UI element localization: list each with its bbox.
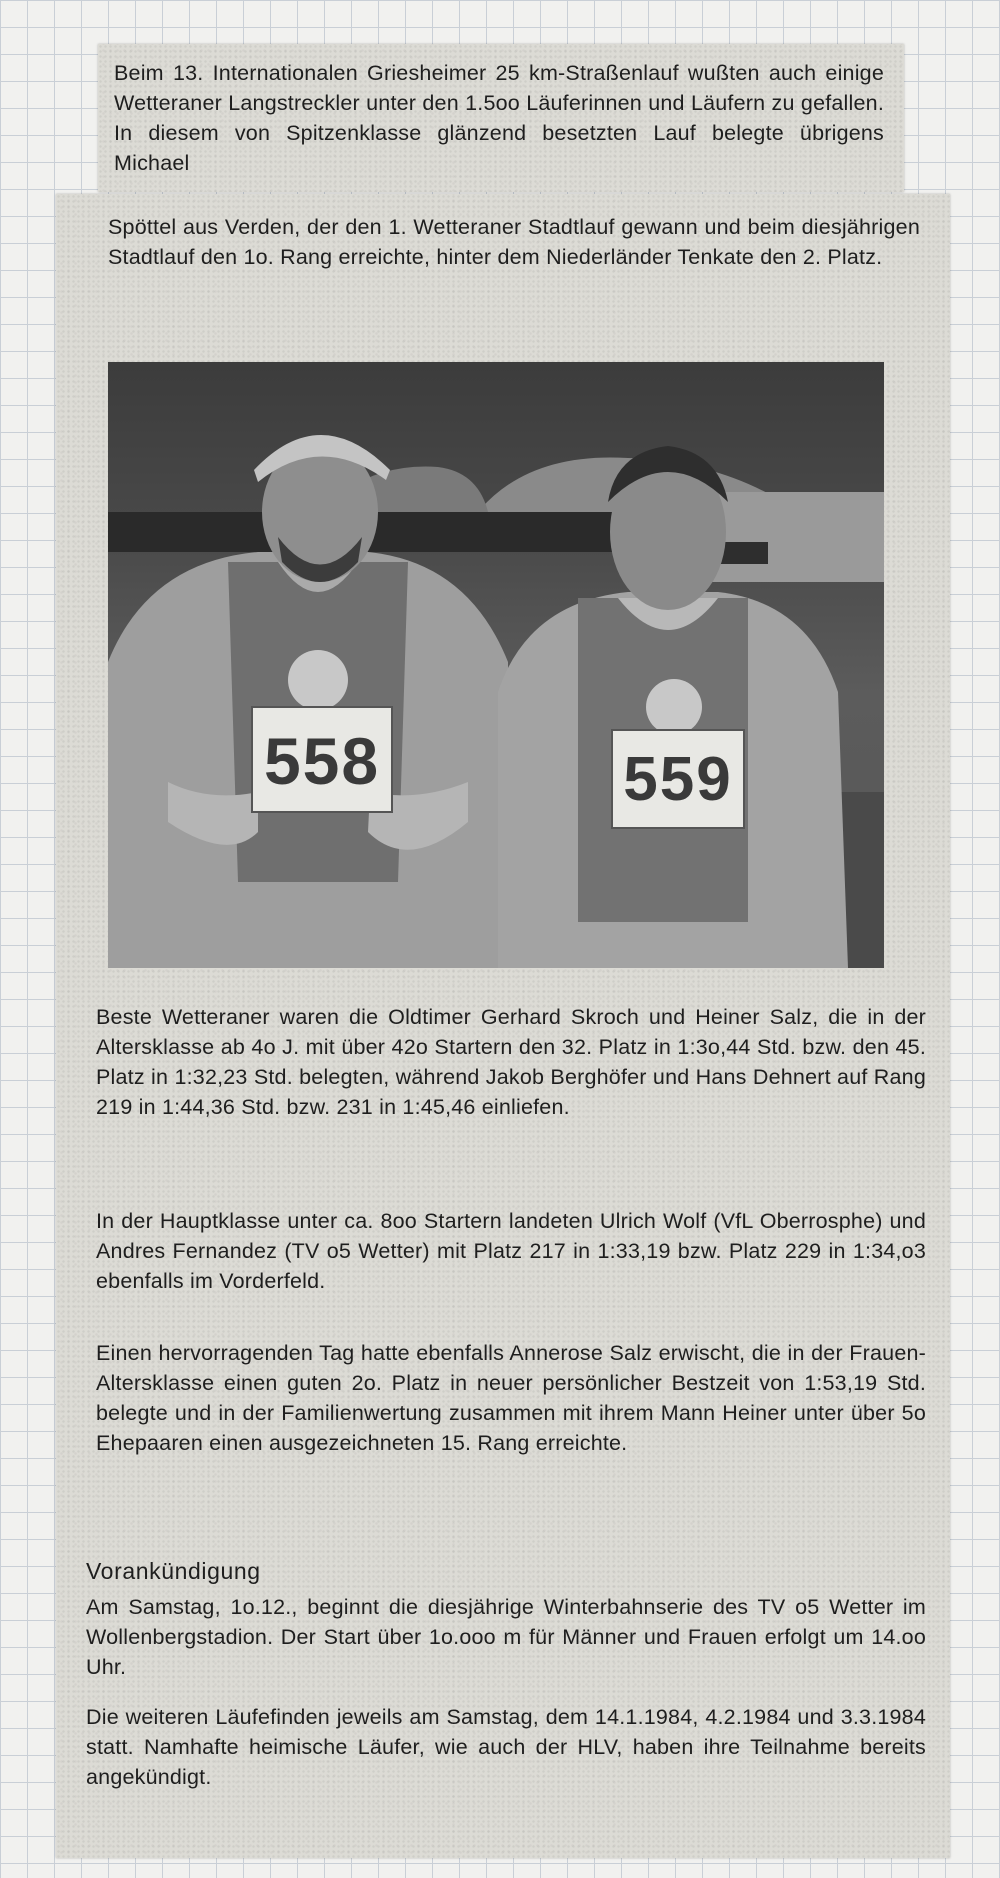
paragraph-results-veterans: [96, 1002, 926, 1122]
paragraph-3-text: Einen hervorragenden Tag hatte ebenfalls Annerose Salz erwischt, die in der Frauen-Altersklasse einen guten 2o. Platz in neuer persönlicher Bestzeit von 1:53,19 Std. belegte und in der Familienwertung zusammen mit ihrem Mann Heiner unter über 5o Ehepaaren einen ausgezeichneten 15. Rang erreichte.: [96, 1341, 926, 1455]
paragraph-further-races: [86, 1702, 926, 1792]
paragraph-1-text: Beste Wetteraner waren die Oldtimer Gerhard Skroch und Heiner Salz, die in der Altersklasse ab 4o J. mit über 42o Startern den 32. Platz in 1:3o,44 Std. bzw. den 45. Platz in 1:32,23 Std. belegten, während Jakob Berghöfer und Hans Dehnert auf Rang 219 in 1:44,36 Std. bzw. 231 in 1:45,46 einliefen.: [96, 1005, 926, 1119]
paragraph-announcement: [86, 1592, 926, 1682]
runners-photo-illustration: [108, 362, 884, 968]
announcement-heading: Vorankündigung: [86, 1558, 261, 1584]
paragraph-5-text: Die weiteren Läufefinden jeweils am Samstag, dem 14.1.1984, 4.2.1984 und 3.3.1984 statt. Namhafte heimische Läufer, wie auch der HLV, haben ihre Teilnahme bereits angekündigt.: [86, 1705, 926, 1789]
paragraph-results-main-class: [96, 1206, 926, 1296]
bib-number-559: 559: [623, 745, 733, 814]
clipping-main: [56, 194, 950, 1858]
paragraph-results-women: [96, 1338, 926, 1458]
paragraph-4-text: Am Samstag, 1o.12., beginnt die diesjährige Winterbahnserie des TV o5 Wetter im Wollenbergstadion. Der Start über 1o.ooo m für Männer und Frauen erfolgt um 14.oo Uhr.: [86, 1595, 926, 1679]
clipping-top: [98, 44, 904, 192]
paragraph-2-text: In der Hauptklasse unter ca. 8oo Startern landeten Ulrich Wolf (VfL Oberrosphe) und Andres Fernandez (TV o5 Wetter) mit Platz 217 in 1:33,19 bzw. Platz 229 in 1:34,o3 ebenfalls im Vorderfeld.: [96, 1209, 926, 1293]
lead-paragraph: [108, 212, 920, 272]
top-paragraph: [114, 58, 884, 178]
lead-paragraph-text: Spöttel aus Verden, der den 1. Wetteraner Stadtlauf gewann und beim diesjährigen Stadtlauf den 1o. Rang erreichte, hinter dem Niederländer Tenkate den 2. Platz.: [108, 215, 920, 269]
runners-photo: [108, 362, 884, 968]
top-paragraph-text: Beim 13. Internationalen Griesheimer 25 km-Straßenlauf wußten auch einige Wetteraner Langstreckler unter den 1.5oo Läuferinnen und Läufern zu gefallen. In diesem von Spitzenklasse glänzend besetzten Lauf belegte übrigens Michael: [114, 61, 884, 175]
bib-number-558: 558: [263, 724, 381, 798]
